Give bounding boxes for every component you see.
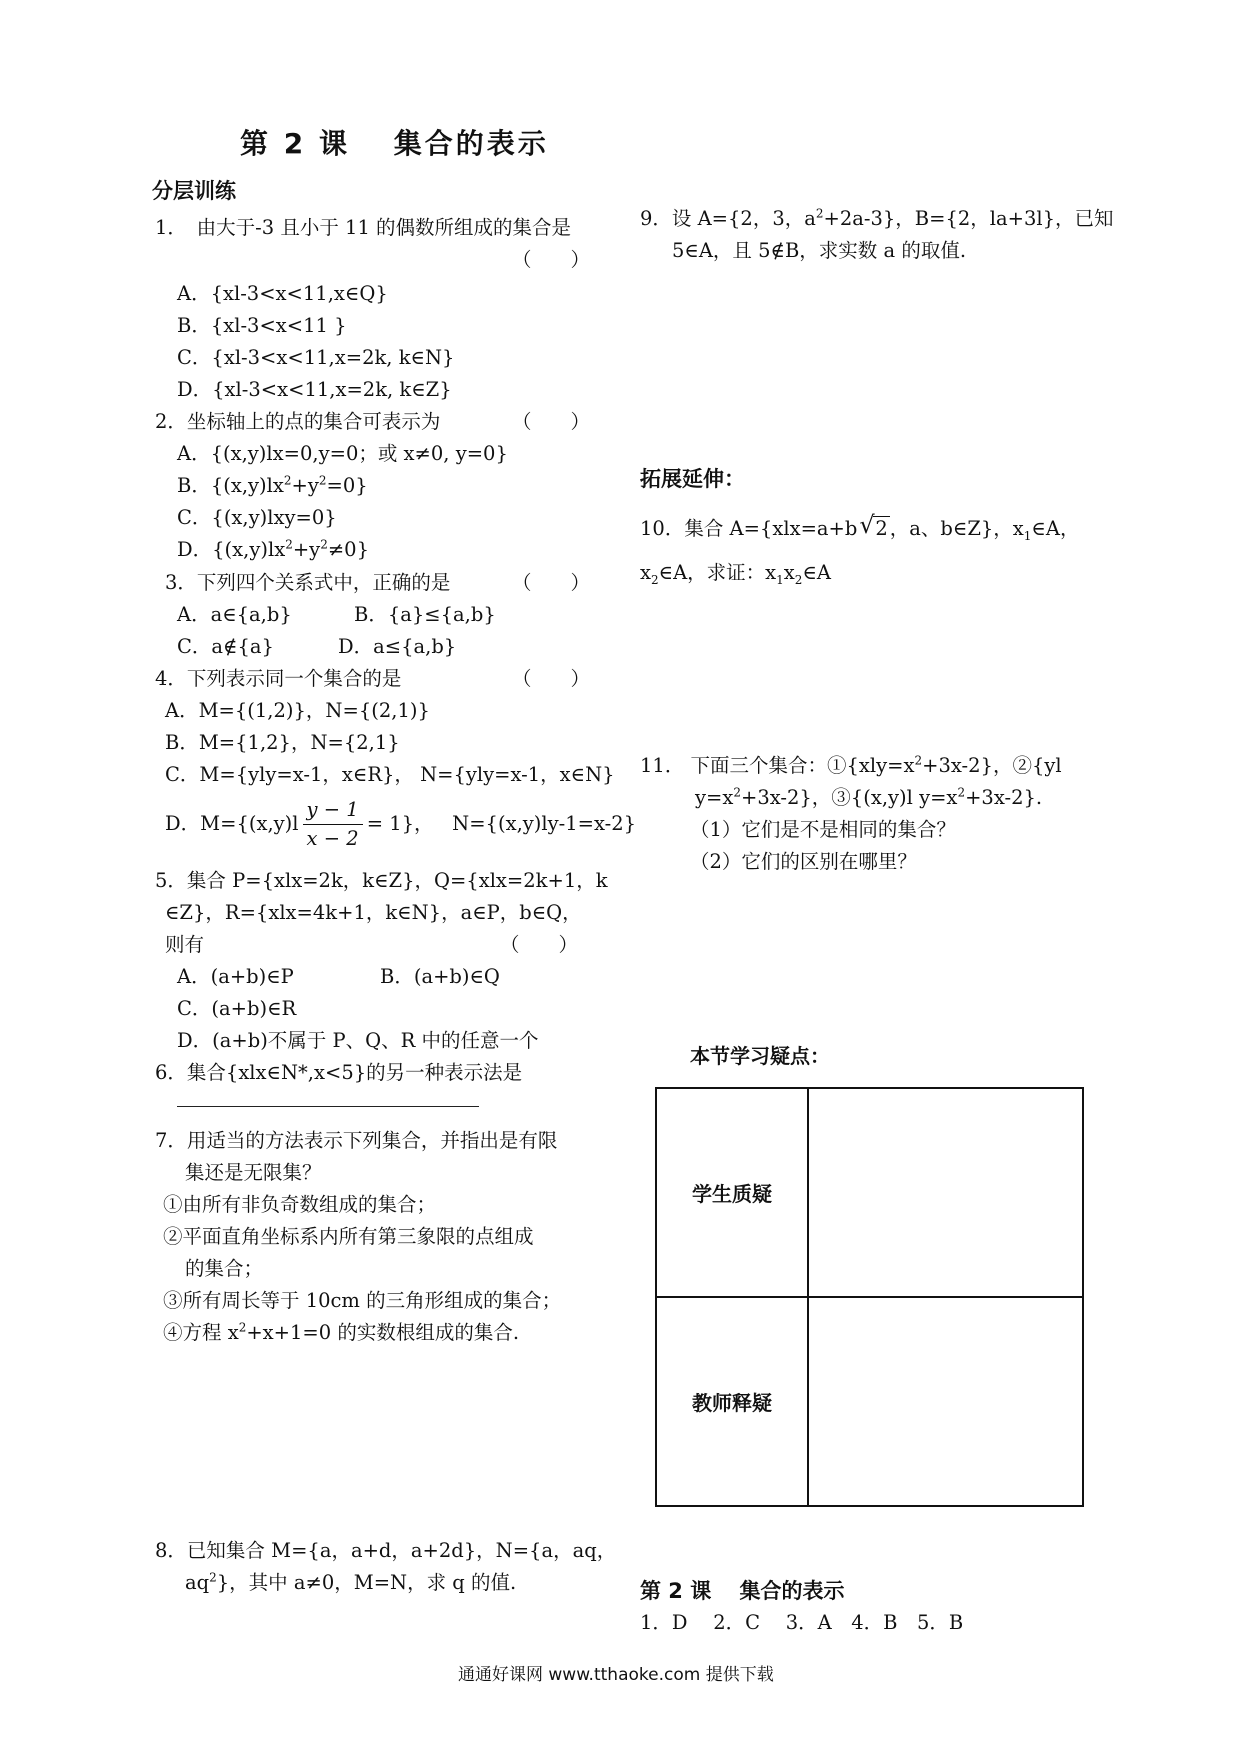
question-3-option-a: A．a∈{a,b} xyxy=(177,603,292,626)
question-11-line-2: $y=x^2+3x-2$}，③{(x,y)l $y=x^2+3x-2$}. xyxy=(695,785,1043,809)
question-1-answer-paren: （ ） xyxy=(512,248,591,271)
question-7-item-4: ④方程 $x^2+x+1=0$ 的实数根组成的集合. xyxy=(163,1320,520,1344)
question-1-option-c: C．{xl-3<x<11,x=2k, k∈N} xyxy=(177,346,455,369)
page-title: 第 2 课 集合的表示 xyxy=(240,127,549,160)
question-7-line-1: 7．用适当的方法表示下列集合，并指出是有限 xyxy=(155,1129,558,1152)
question-1-option-a: A．{xl-3<x<11,x∈Q} xyxy=(177,282,388,305)
question-3-option-d: D．a≤{a,b} xyxy=(338,635,457,658)
question-8-line-1: 8．已知集合 M={a，a+d，a+2d}，N={a，aq， xyxy=(155,1539,617,1562)
question-10-line-2: $x_2\in A$，求证：$x_1x_2\in A$ xyxy=(640,561,831,587)
question-11-line-1: 11． 下面三个集合：$①\{xly=x^2+3x-2\}$，②{yl xyxy=(640,753,1062,777)
question-5-option-c: C．(a+b)∈R xyxy=(177,997,297,1020)
square-root: √ 2 xyxy=(859,513,889,545)
page-footer: 通通好课网 www.tthaoke.com 提供下载 xyxy=(458,1665,774,1685)
question-11-subquestion-1: （1）它们是不是相同的集合？ xyxy=(690,818,956,841)
question-7-item-3: ③所有周长等于 10cm 的三角形组成的集合； xyxy=(163,1289,562,1312)
question-4-option-d: D．M={(x,y)l $\frac{y - 1}{x - 2}$ = 1}， N={(x,y)ly-1=x-2} xyxy=(165,796,636,853)
section-heading-extension: 拓展延伸： xyxy=(640,467,745,491)
question-7-item-2: ②平面直角坐标系内所有第三象限的点组成 xyxy=(163,1225,534,1248)
doubts-row-student xyxy=(656,1088,1083,1297)
doubts-table xyxy=(655,1087,1084,1507)
question-5-option-b: B．(a+b)∈Q xyxy=(380,965,500,988)
question-4-option-c: C．M={yly=x-1，x∈R}， N={yly=x-1，x∈N} xyxy=(165,763,615,786)
question-3-stem: 3．下列四个关系式中，正确的是 xyxy=(165,571,451,594)
teacher-answers-cell[interactable] xyxy=(808,1297,1083,1506)
question-9-line-2: 5∈A，且 5∉B，求实数 a 的取值. xyxy=(672,239,967,262)
question-2-answer-paren: （ ） xyxy=(512,410,591,433)
question-2-option-b: B．$\{(x,y)lx^2+y^2=0\}$ xyxy=(177,473,368,497)
question-2-option-c: C．{(x,y)lxy=0} xyxy=(177,506,337,529)
question-7-line-2: 集还是无限集？ xyxy=(185,1161,322,1184)
teacher-answers-label: 教师释疑 xyxy=(656,1297,808,1506)
section-heading-layered-training: 分层训练 xyxy=(152,179,236,203)
question-6-answer-blank[interactable] xyxy=(177,1106,479,1107)
doubts-heading: 本节学习疑点： xyxy=(690,1044,830,1068)
question-1-stem: 1． 由大于-3 且小于 11 的偶数所组成的集合是 xyxy=(155,216,572,239)
answers-line: 1．D 2．C 3．A 4．B 5．B xyxy=(640,1611,964,1634)
question-11-subquestion-2: （2）它们的区别在哪里？ xyxy=(690,850,917,873)
question-5-answer-paren: （ ） xyxy=(500,933,579,956)
question-6-stem: 6．集合{xlx∈N*,x<5}的另一种表示法是 xyxy=(155,1061,523,1084)
question-4-stem: 4．下列表示同一个集合的是 xyxy=(155,667,402,690)
question-7-item-1: ①由所有非负奇数组成的集合； xyxy=(163,1193,437,1216)
question-2-stem: 2．坐标轴上的点的集合可表示为 xyxy=(155,410,441,433)
question-2-option-d: D．$\{(x,y)lx^2+y^2\ne 0\}$ xyxy=(177,537,369,561)
question-4-answer-paren: （ ） xyxy=(512,667,591,690)
doubts-row-teacher xyxy=(656,1297,1083,1506)
question-5-option-a: A．(a+b)∈P xyxy=(177,965,294,988)
fraction: $\frac{y - 1}{x - 2}$ xyxy=(303,796,363,853)
question-5-option-d: D．(a+b)不属于 P、Q、R 中的任意一个 xyxy=(177,1029,539,1052)
question-4-option-b: B．M={1,2}，N={2,1} xyxy=(165,731,400,754)
question-8-line-2: $aq^2$}，其中 a≠0，M=N，求 q 的值. xyxy=(185,1570,517,1594)
question-1-option-d: D．{xl-3<x<11,x=2k, k∈Z} xyxy=(177,378,452,401)
question-2-option-a: A．{(x,y)lx=0,y=0；或 x≠0, y=0} xyxy=(177,442,508,465)
question-9-line-1: 9．设 A={2，3，$a^2+2a-3$}，B={2，la+3l}，已知 xyxy=(640,206,1114,230)
answers-heading: 第 2 课 集合的表示 xyxy=(640,1579,845,1603)
question-3-answer-paren: （ ） xyxy=(512,571,591,594)
question-7-item-2-cont: 的集合； xyxy=(185,1257,264,1280)
question-3-option-b: B．{a}≤{a,b} xyxy=(354,603,496,626)
question-5-line-1: 5．集合 P={xlx=2k，k∈Z}，Q={xlx=2k+1，k xyxy=(155,869,608,892)
question-1-option-b: B．{xl-3<x<11 } xyxy=(177,314,347,337)
question-5-line-3: 则有 xyxy=(165,933,205,956)
question-10-line-1: 10．集合 A={xlx=a+b√ 2 ，a、b∈Z}，$x_1\in A$， xyxy=(640,513,1079,545)
student-questions-cell[interactable] xyxy=(808,1088,1083,1297)
question-3-option-c: C．a∉{a} xyxy=(177,635,274,658)
student-questions-label: 学生质疑 xyxy=(656,1088,808,1297)
question-5-line-2: ∈Z}，R={xlx=4k+1，k∈N}，a∈P，b∈Q， xyxy=(165,901,582,924)
question-4-option-a: A．M={(1,2)}，N={(2,1)} xyxy=(165,699,430,722)
